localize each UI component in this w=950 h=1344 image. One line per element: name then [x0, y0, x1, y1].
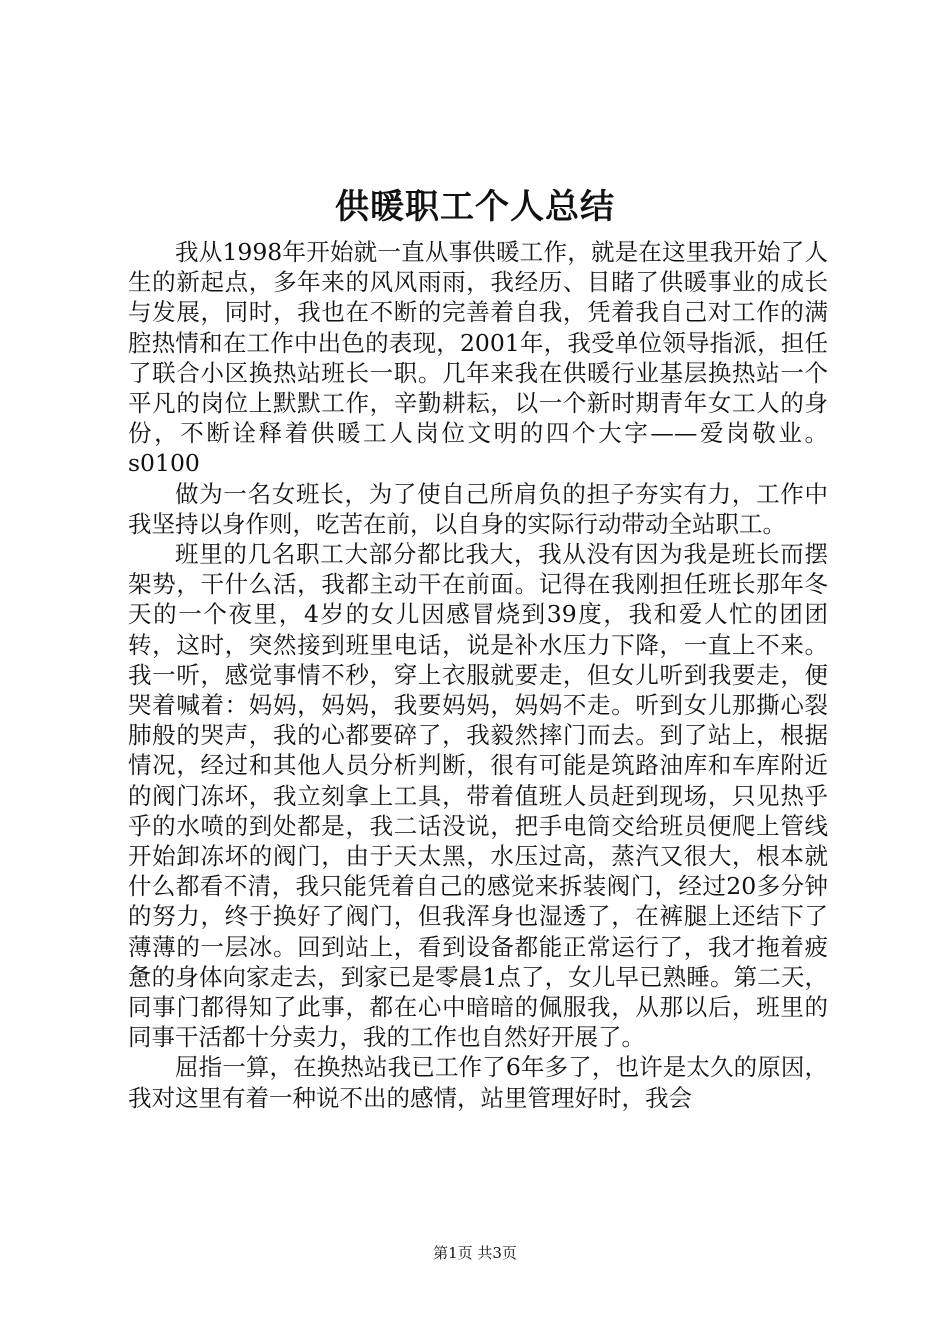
paragraph-4: 屈指一算，在换热站我已工作了6年多了，也许是太久的原因，我对这里有着一种说不出的感情，站里管理好时，我会	[128, 1053, 828, 1112]
document-title: 供暖职工个人总结	[335, 187, 615, 227]
paragraph-1: 我从1998年开始就一直从事供暖工作，就是在这里我开始了人生的新起点，多年来的风风雨雨，我经历、目睹了供暖事业的成长与发展，同时，我也在不断的完善着自我，凭着我自己对工作的满腔热情和在工作中出色的表现，2001年，我受单位领导指派，担任了联合小区换热站班长一职。几年来我在供暖行业基层换热站一个平凡的岗位上默默工作，辛勤耕耘，以一个新时期青年女工人的身份，不断诠释着供暖工人岗位文明的四个大字——爱岗敬业。s0100	[128, 238, 828, 478]
paragraph-3: 班里的几名职工大部分都比我大，我从没有因为我是班长而摆架势，干什么活，我都主动干在前面。记得在我刚担任班长那年冬天的一个夜里，4岁的女儿因感冒烧到39度，我和爱人忙的团团转，这时，突然接到班里电话，说是补水压力下降，一直上不来。我一听，感觉事情不秒，穿上衣服就要走，但女儿听到我要走，便哭着喊着：妈妈，妈妈，我要妈妈，妈妈不走。听到女儿那撕心裂肺般的哭声，我的心都要碎了，我毅然摔门而去。到了站上，根据情况，经过和其他人员分析判断，很有可能是筑路油库和车库附近的阀门冻坏，我立刻拿上工具，带着值班人员赶到现场，只见热乎乎的水喷的到处都是，我二话没说，把手电筒交给班员便爬上管线开始卸冻坏的阀门，由于天太黑，水压过高，蒸汽又很大，根本就什么都看不清，我只能凭着自己的感觉来拆装阀门，经过20多分钟的努力，终于换好了阀门，但我浑身也湿透了，在裤腿上还结下了薄薄的一层冰。回到站上，看到设备都能正常运行了，我才拖着疲惫的身体向家走去，到家已是零晨1点了，女儿早已熟睡。第二天，同事门都得知了此事，都在心中暗暗的佩服我，从那以后，班里的同事干活都十分卖力，我的工作也自然好开展了。	[128, 540, 828, 1052]
document-body	[128, 237, 828, 1113]
paragraph-2: 做为一名女班长，为了使自己所肩负的担子夯实有力，工作中我坚持以身作则，吃苦在前，以自身的实际行动带动全站职工。	[128, 479, 828, 538]
page-footer: 第1页 共3页	[433, 1244, 517, 1262]
